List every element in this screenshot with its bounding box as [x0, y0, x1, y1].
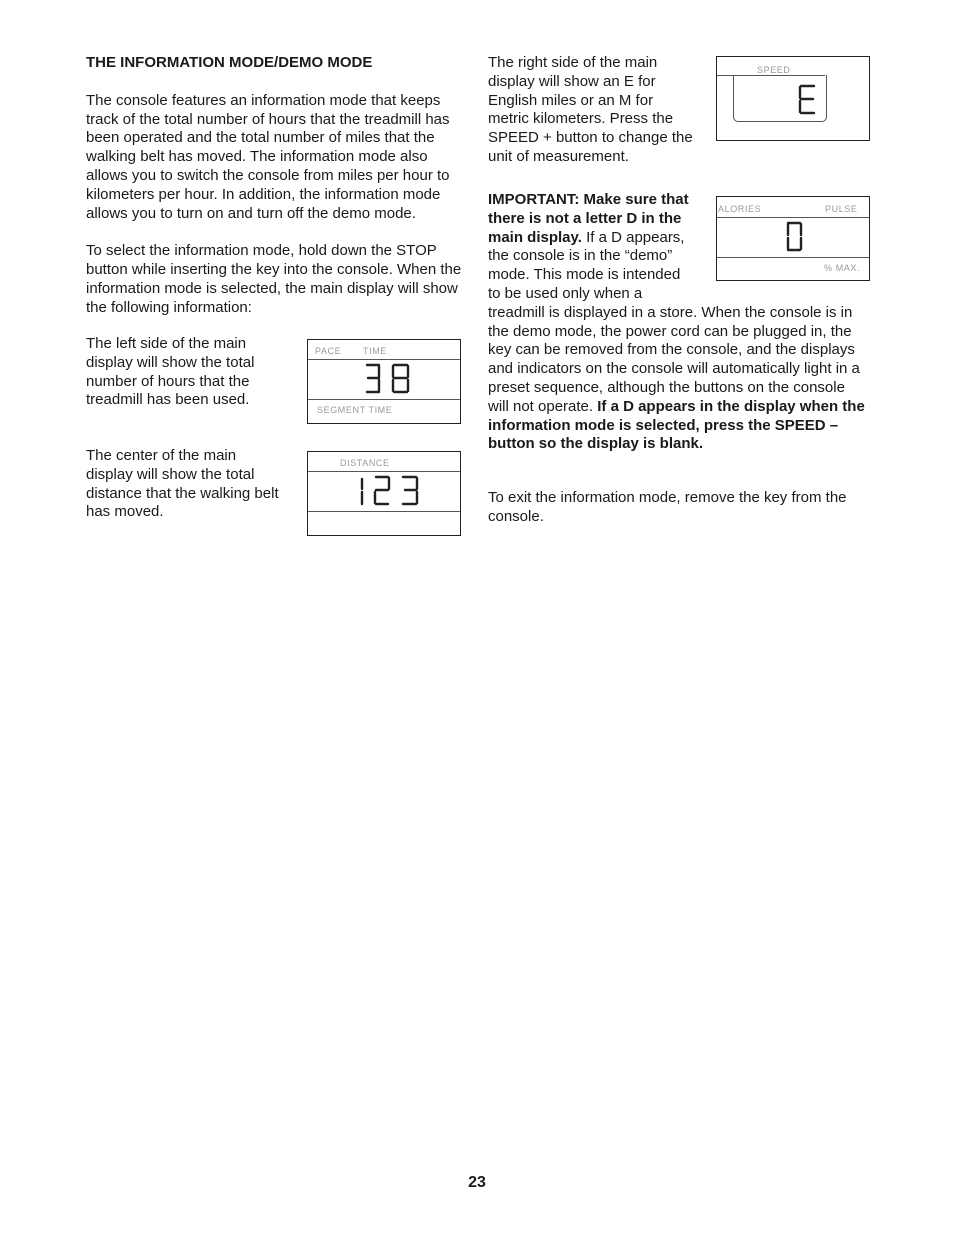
speed-unit-digit	[795, 83, 819, 117]
left-column	[86, 54, 468, 337]
max-label: % MAX.	[824, 263, 861, 273]
pace-label: PACE	[315, 346, 342, 356]
time-label: TIME	[363, 346, 387, 356]
page-number: 23	[468, 1174, 486, 1191]
intro-paragraph: The console features an information mode that keeps track of the total number of hours that the treadmill has been operated and the total number of miles that the walking belt has moved. The information mode also allows you to switch the console from miles per hour to kilometers per hour. In addition, the information mode allows you to turn on and turn off the demo mode.	[86, 91, 450, 222]
distance-digits	[358, 474, 434, 508]
speed-display	[716, 56, 870, 141]
section-heading: THE INFORMATION MODE/DEMO MODE	[86, 54, 373, 71]
important-body: If a D appears, the console is in the “demo” mode. This mode is intended to be used only when a treadmill is displayed in a store. When the console is in the demo mode, the power cord can be plugged in, the key can be removed from the console, and the displays and indicators on the console will automatically light in a preset sequence, although the buttons on the console will not operate.	[488, 228, 860, 415]
hours-paragraph: The left side of the main display will show the total number of hours that the treadmill has been used.	[86, 335, 255, 409]
distance-paragraph: The center of the main display will show the total distance that the walking belt has moved.	[86, 447, 279, 521]
segment-time-label: SEGMENT TIME	[317, 405, 393, 415]
important-bold-lead: IMPORTANT: Make sure that there is not a letter D in the main display.	[488, 191, 689, 246]
hours-display	[307, 339, 461, 424]
calories-label: ALORIES	[718, 204, 762, 214]
demo-display	[716, 196, 870, 281]
distance-label: DISTANCE	[340, 458, 390, 468]
speed-unit-paragraph: The right side of the main display will show an E for English miles or an M for metric kilometers. Press the SPEED + button to change the unit of measurement.	[488, 54, 693, 165]
exit-paragraph: To exit the information mode, remove the key from the console.	[488, 489, 847, 525]
pulse-label: PULSE	[825, 204, 858, 214]
hours-digits	[363, 362, 417, 396]
demo-letter-digit	[783, 220, 807, 254]
select-mode-paragraph: To select the information mode, hold down the STOP button while inserting the key into the console. When the information mode is selected, the main display will show the following information:	[86, 242, 462, 316]
speed-label: SPEED	[757, 65, 791, 75]
important-bold-tail: If a D appears in the display when the information mode is selected, press the SPEED – button so the display is blank.	[488, 397, 865, 453]
distance-display	[307, 451, 461, 536]
